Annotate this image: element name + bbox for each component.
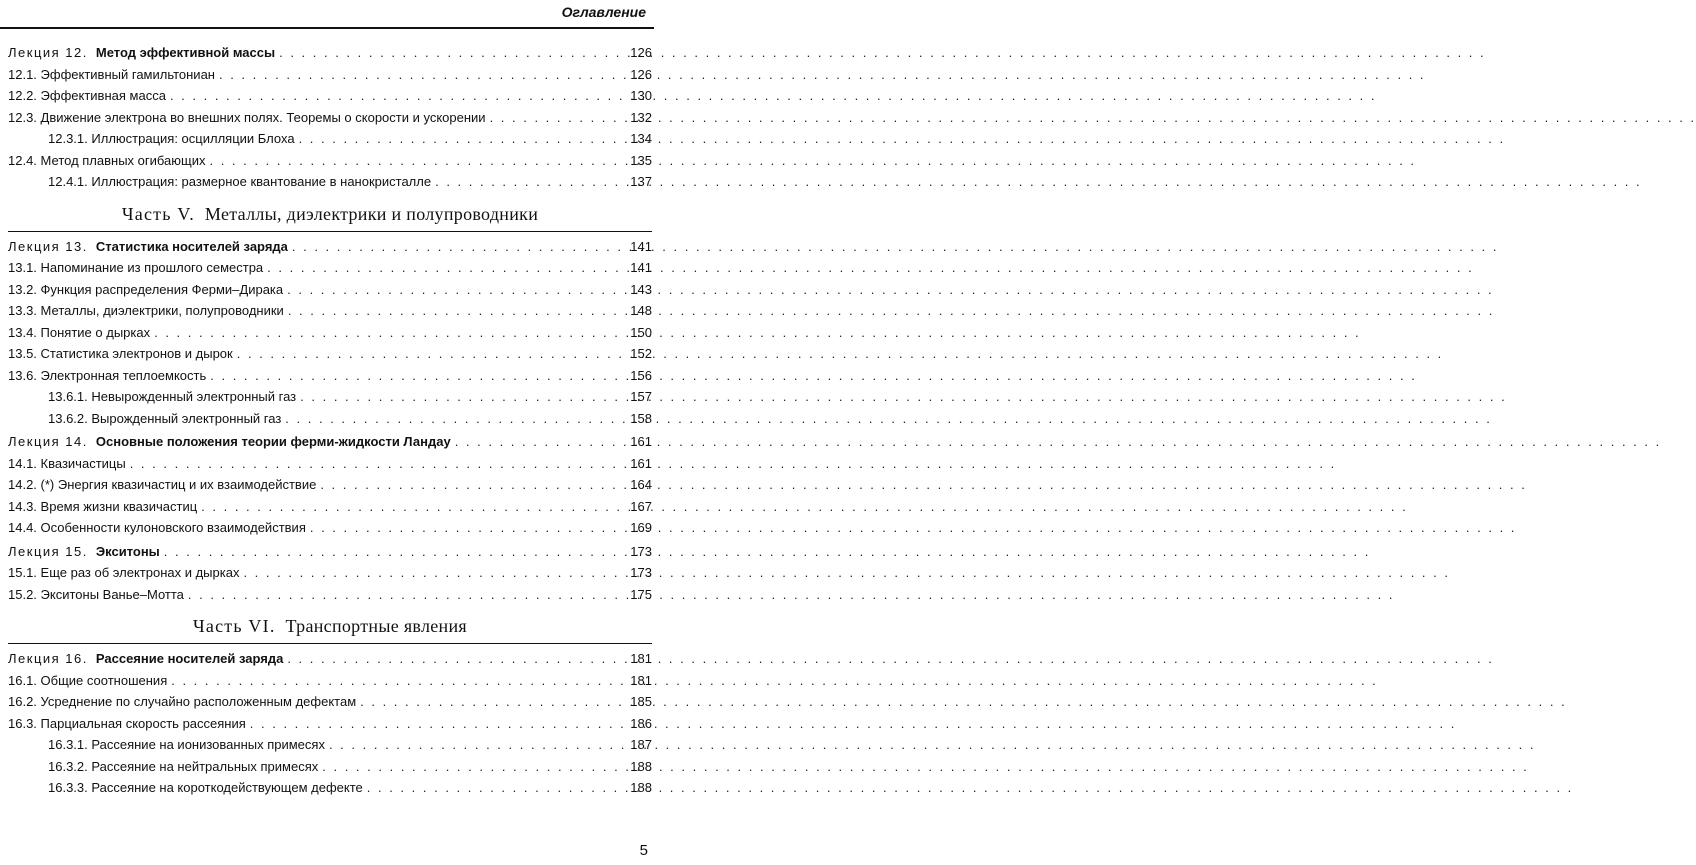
leader-dots (322, 756, 622, 778)
page-ref: 141 (630, 260, 652, 275)
entry-number: 13.3. (8, 303, 37, 318)
entry-title: Усреднение по случайно расположенным дефектам (40, 694, 357, 709)
page-ref: 187 (630, 737, 652, 752)
entry-number: 13.6. (8, 367, 37, 383)
toc-entry[interactable] (8, 150, 652, 172)
leader-dots (171, 670, 622, 692)
entry-title: Экситоны Ванье–Мотта (40, 586, 184, 602)
page-ref: 185 (630, 694, 652, 709)
page-ref: 134 (630, 131, 652, 146)
leader-dots (154, 322, 622, 344)
page-ref: 158 (630, 410, 652, 426)
toc-subentry[interactable] (8, 128, 652, 150)
entry-number: 13.6.2. (48, 410, 88, 426)
entry-number: 13.1. (8, 260, 37, 275)
leader-dots (219, 64, 622, 86)
entry-title: Металлы, диэлектрики, полупроводники (40, 303, 284, 318)
toc-entry[interactable] (8, 584, 652, 606)
toc-entry[interactable] (8, 343, 652, 365)
entry-title: Метод плавных огибающих (40, 152, 206, 168)
entry-title: Эффективный гамильтониан (40, 66, 215, 82)
toc-entry[interactable] (8, 107, 652, 129)
part-label: Часть VI. (192, 616, 276, 636)
leader-dots (237, 343, 622, 365)
entry-number: 16.3.2. (48, 758, 88, 774)
page-ref: 175 (630, 586, 652, 602)
leader-dots (360, 691, 622, 713)
entry-number: 13.4. (8, 324, 37, 340)
entry-title: Невырожденный электронный газ (91, 389, 297, 404)
page-ref: 137 (630, 174, 652, 189)
page-ref: 161 (630, 455, 652, 471)
lecture-label: Лекция 14. (8, 434, 88, 449)
header-title: Оглавление (561, 4, 646, 20)
divider (8, 231, 652, 232)
entry-number: 16.3.1. (48, 737, 88, 752)
page-ref: 169 (630, 520, 652, 535)
toc-entry[interactable] (8, 365, 652, 387)
toc-entry[interactable] (8, 300, 652, 322)
page-ref: 188 (630, 780, 652, 795)
page-ref: 173 (630, 543, 652, 559)
entry-number: 13.5. (8, 346, 37, 361)
page-number: 5 (639, 842, 648, 859)
entry-title: Статистика электронов и дырок (40, 346, 233, 361)
lecture-label: Лекция 16. (8, 651, 88, 666)
entry-title: Еще раз об электронах и дырках (40, 565, 240, 580)
entry-number: 12.4. (8, 152, 37, 168)
entry-title: Иллюстрация: размерное квантование в нанокристалле (91, 174, 432, 189)
lecture-label: Лекция 15. (8, 543, 88, 559)
leader-dots (490, 107, 622, 129)
page-ref: 148 (630, 303, 652, 318)
leader-dots (435, 171, 622, 193)
leader-dots (130, 453, 622, 475)
entry-number: 12.4.1. (48, 174, 88, 189)
toc-entry[interactable] (8, 85, 652, 107)
entry-number: 16.1. (8, 672, 37, 688)
entry-title: Понятие о дырках (40, 324, 151, 340)
page-ref: 157 (630, 389, 652, 404)
toc-subentry[interactable] (8, 777, 652, 799)
page-ref: 181 (630, 651, 652, 666)
page-ref: 161 (630, 434, 652, 449)
part-title: Транспортные явления (285, 616, 467, 636)
entry-title: Эффективная масса (40, 88, 166, 103)
leader-dots (285, 408, 622, 430)
lecture-title: Метод эффективной массы (95, 45, 276, 60)
leader-dots (367, 777, 622, 799)
toc-lecture-16[interactable] (8, 648, 652, 670)
part-heading-6 (8, 611, 652, 641)
toc-entry[interactable] (8, 279, 652, 301)
page-ref: 143 (630, 281, 652, 297)
page-ref: 156 (630, 367, 652, 383)
table-of-contents (8, 40, 652, 799)
entry-number: 14.4. (8, 520, 37, 535)
entry-number: 13.2. (8, 281, 37, 297)
entry-number: 16.3. (8, 715, 37, 731)
entry-number: 12.3. (8, 109, 37, 125)
leader-dots (209, 150, 622, 172)
leader-dots (320, 474, 622, 496)
page-ref: 126 (630, 66, 652, 82)
toc-lecture-13[interactable] (8, 236, 652, 258)
page-ref: 126 (630, 45, 652, 60)
leader-dots (287, 648, 622, 670)
page-ref: 150 (630, 324, 652, 340)
leader-dots (210, 365, 622, 387)
entry-title: Функция распределения Ферми–Дирака (40, 281, 284, 297)
entry-title: Общие соотношения (40, 672, 168, 688)
page-ref: 173 (630, 565, 652, 580)
entry-title: Квазичастицы (40, 455, 126, 471)
leader-dots (292, 236, 622, 258)
part-label: Часть V. (121, 203, 195, 224)
page-ref: 130 (630, 88, 652, 103)
entry-number: 13.6.1. (48, 389, 88, 404)
header-rule (0, 27, 654, 29)
toc-entry[interactable] (8, 517, 652, 539)
lecture-label: Лекция 13. (8, 238, 88, 254)
entry-title: Парциальная скорость рассеяния (40, 715, 246, 731)
toc-entry[interactable] (8, 64, 652, 86)
lecture-label: Лекция 12. (8, 45, 88, 60)
toc-lecture-14[interactable] (8, 431, 652, 453)
toc-entry[interactable] (8, 670, 652, 692)
toc-entry[interactable] (8, 474, 652, 496)
page-ref: 167 (630, 498, 652, 514)
toc-entry[interactable] (8, 713, 652, 735)
toc-subentry[interactable] (8, 734, 652, 756)
part-title: Металлы, диэлектрики и полупроводники (204, 203, 539, 224)
entry-number: 16.2. (8, 694, 37, 709)
entry-number: 14.1. (8, 455, 37, 471)
page-ref: 188 (630, 758, 652, 774)
entry-title: Напоминание из прошлого семестра (40, 260, 264, 275)
leader-dots (299, 128, 622, 150)
entry-number: 12.1. (8, 66, 37, 82)
entry-number: 12.2. (8, 88, 37, 103)
lecture-title: Статистика носителей заряда (95, 238, 288, 254)
leader-dots (310, 517, 622, 539)
page-ref: 181 (630, 672, 652, 688)
entry-number: 14.2. (8, 477, 37, 492)
leader-dots (170, 85, 622, 107)
toc-entry[interactable] (8, 691, 652, 713)
leader-dots (164, 541, 622, 563)
entry-title: Рассеяние на ионизованных примесях (91, 737, 325, 752)
entry-number: 15.1. (8, 565, 37, 580)
entry-title: Иллюстрация: осцилляции Блоха (91, 131, 295, 146)
entry-title: Электронная теплоемкость (40, 367, 207, 383)
page-ref: 132 (630, 109, 652, 125)
leader-dots (329, 734, 622, 756)
toc-entry[interactable] (8, 257, 652, 279)
page-ref: 152 (630, 346, 652, 361)
entry-number: 15.2. (8, 586, 37, 602)
page-ref: 135 (630, 152, 652, 168)
toc-subentry[interactable] (8, 756, 652, 778)
entry-title: (*) Энергия квазичастиц и их взаимодействие (40, 477, 317, 492)
running-header (0, 0, 660, 26)
page-ref: 164 (630, 477, 652, 492)
leader-dots (300, 386, 622, 408)
entry-title: Рассеяние на короткодействующем дефекте (91, 780, 363, 795)
divider (8, 643, 652, 644)
toc-entry[interactable] (8, 496, 652, 518)
leader-dots (250, 713, 622, 735)
toc-lecture-12[interactable] (8, 42, 652, 64)
toc-subentry[interactable] (8, 408, 652, 430)
toc-lecture-15[interactable] (8, 541, 652, 563)
leader-dots (455, 431, 622, 453)
entry-title: Особенности кулоновского взаимодействия (40, 520, 306, 535)
leader-dots (201, 496, 622, 518)
entry-title: Время жизни квазичастиц (40, 498, 198, 514)
toc-entry[interactable] (8, 322, 652, 344)
entry-number: 12.3.1. (48, 131, 88, 146)
page-ref: 186 (630, 715, 652, 731)
leader-dots (288, 300, 622, 322)
leader-dots (243, 562, 622, 584)
toc-subentry[interactable] (8, 386, 652, 408)
leader-dots (188, 584, 622, 606)
toc-entry[interactable] (8, 562, 652, 584)
toc-entry[interactable] (8, 453, 652, 475)
entry-number: 16.3.3. (48, 780, 88, 795)
entry-title: Рассеяние на нейтральных примесях (91, 758, 319, 774)
part-heading-5 (8, 199, 652, 229)
entry-title: Движение электрона во внешних полях. Теоремы о скорости и ускорении (40, 109, 486, 125)
lecture-title: Экситоны (95, 543, 160, 559)
entry-number: 14.3. (8, 498, 37, 514)
toc-subentry[interactable] (8, 171, 652, 193)
lecture-title: Основные положения теории ферми-жидкости Ландау (95, 434, 451, 449)
entry-title: Вырожденный электронный газ (91, 410, 282, 426)
leader-dots (287, 279, 622, 301)
page-ref: 141 (630, 238, 652, 254)
leader-dots (267, 257, 622, 279)
lecture-title: Рассеяние носителей заряда (95, 651, 284, 666)
leader-dots (279, 42, 622, 64)
